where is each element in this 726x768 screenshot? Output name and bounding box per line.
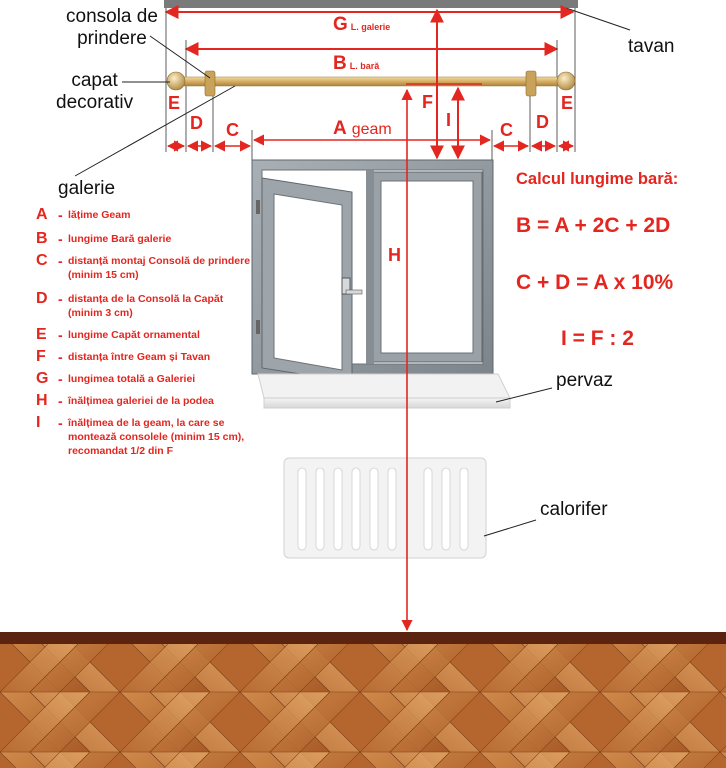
galerie-callout: galerie bbox=[58, 178, 116, 199]
h-label: H bbox=[388, 245, 401, 265]
parquet-floor bbox=[0, 632, 726, 768]
legend-letter: B bbox=[36, 230, 48, 247]
legend-text: lungime Capăt ornamental bbox=[68, 329, 200, 341]
legend-item: C - distanță montaj Consolă de prindere (minim 15 cm) bbox=[36, 252, 256, 290]
e-left-label: E bbox=[168, 93, 181, 113]
window-sill bbox=[258, 374, 510, 398]
b-letter: B bbox=[333, 53, 347, 74]
formula-b: B = A + 2C + 2D bbox=[516, 214, 671, 237]
b-sub: L. bară bbox=[349, 61, 380, 71]
formula-cd: C + D = A x 10% bbox=[516, 271, 674, 294]
capat-callout: capat decorativ bbox=[56, 70, 134, 113]
legend-letter: D bbox=[36, 290, 48, 307]
legend-letter: H bbox=[36, 392, 48, 409]
window bbox=[252, 160, 493, 382]
e-right-label: E bbox=[561, 93, 574, 113]
g-sub: L. galerie bbox=[350, 22, 391, 32]
legend bbox=[36, 206, 256, 458]
d-left-label: D bbox=[190, 113, 203, 133]
legend-item: A - lățime Geam bbox=[36, 206, 131, 223]
radiator bbox=[284, 458, 486, 558]
right-bracket bbox=[526, 71, 536, 96]
left-end-cap bbox=[167, 72, 185, 90]
b-label bbox=[333, 53, 379, 75]
calc-title: Calcul lungime bară: bbox=[516, 170, 679, 188]
right-end-cap bbox=[557, 72, 575, 90]
legend-text: înălțimea de la geam, la care se montează consolele (minim 15 cm), recomandat 1/2 din F bbox=[68, 417, 245, 457]
ceiling-bar bbox=[164, 0, 578, 8]
legend-item: E - lungime Capăt ornamental bbox=[36, 326, 200, 343]
legend-text: distanța între Geam și Tavan bbox=[68, 351, 211, 363]
legend-text: distanță montaj Consolă de prindere (minim 15 cm) bbox=[68, 255, 251, 281]
legend-letter: I bbox=[36, 414, 41, 431]
legend-text: lungimea totală a Galeriei bbox=[68, 373, 196, 385]
calorifer-callout: calorifer bbox=[540, 499, 608, 520]
legend-letter: C bbox=[36, 252, 48, 269]
a-label bbox=[333, 118, 392, 140]
a-letter: A bbox=[333, 118, 347, 139]
legend-letter: F bbox=[36, 348, 46, 365]
tavan-callout: tavan bbox=[628, 36, 675, 57]
pervaz-callout: pervaz bbox=[556, 370, 614, 391]
legend-item: H - înălțimea galeriei de la podea bbox=[36, 392, 214, 409]
legend-item: I - înălțimea de la geam, la care se montează consolele (minim 15 cm), recomandat 1/2 din F bbox=[36, 414, 256, 458]
legend-item: G - lungimea totală a Galeriei bbox=[36, 370, 196, 387]
legend-text: lungime Bară galerie bbox=[68, 233, 172, 245]
tavan-leader bbox=[566, 8, 630, 30]
parquet-pattern bbox=[0, 632, 726, 768]
left-bracket bbox=[205, 71, 215, 96]
legend-text: lățime Geam bbox=[68, 209, 131, 221]
consola-callout: consola de prindere bbox=[66, 6, 158, 49]
g-letter: G bbox=[333, 14, 348, 35]
formula-i: I = F : 2 bbox=[561, 327, 634, 350]
legend-letter: E bbox=[36, 326, 47, 343]
consola-leader bbox=[150, 36, 210, 78]
window-sill-edge bbox=[264, 398, 510, 408]
legend-text: distanța de la Consolă la Capăt (minim 3 cm) bbox=[68, 293, 224, 319]
i-label: I bbox=[446, 110, 452, 130]
f-label: F bbox=[422, 92, 433, 112]
legend-item: B - lungime Bară galerie bbox=[36, 230, 172, 247]
calorifer-leader bbox=[484, 520, 536, 536]
a-sub: geam bbox=[351, 121, 392, 138]
legend-item: F - distanța între Geam și Tavan bbox=[36, 348, 211, 365]
legend-letter: G bbox=[36, 370, 49, 387]
d-right-label: D bbox=[536, 112, 549, 132]
legend-text: înălțimea galeriei de la podea bbox=[68, 395, 214, 407]
legend-item: D - distanța de la Consolă la Capăt (minim 3 cm) bbox=[36, 290, 256, 326]
legend-letter: A bbox=[36, 206, 48, 223]
c-left-label: C bbox=[226, 120, 239, 140]
c-right-label: C bbox=[500, 120, 513, 140]
g-label bbox=[333, 14, 390, 36]
